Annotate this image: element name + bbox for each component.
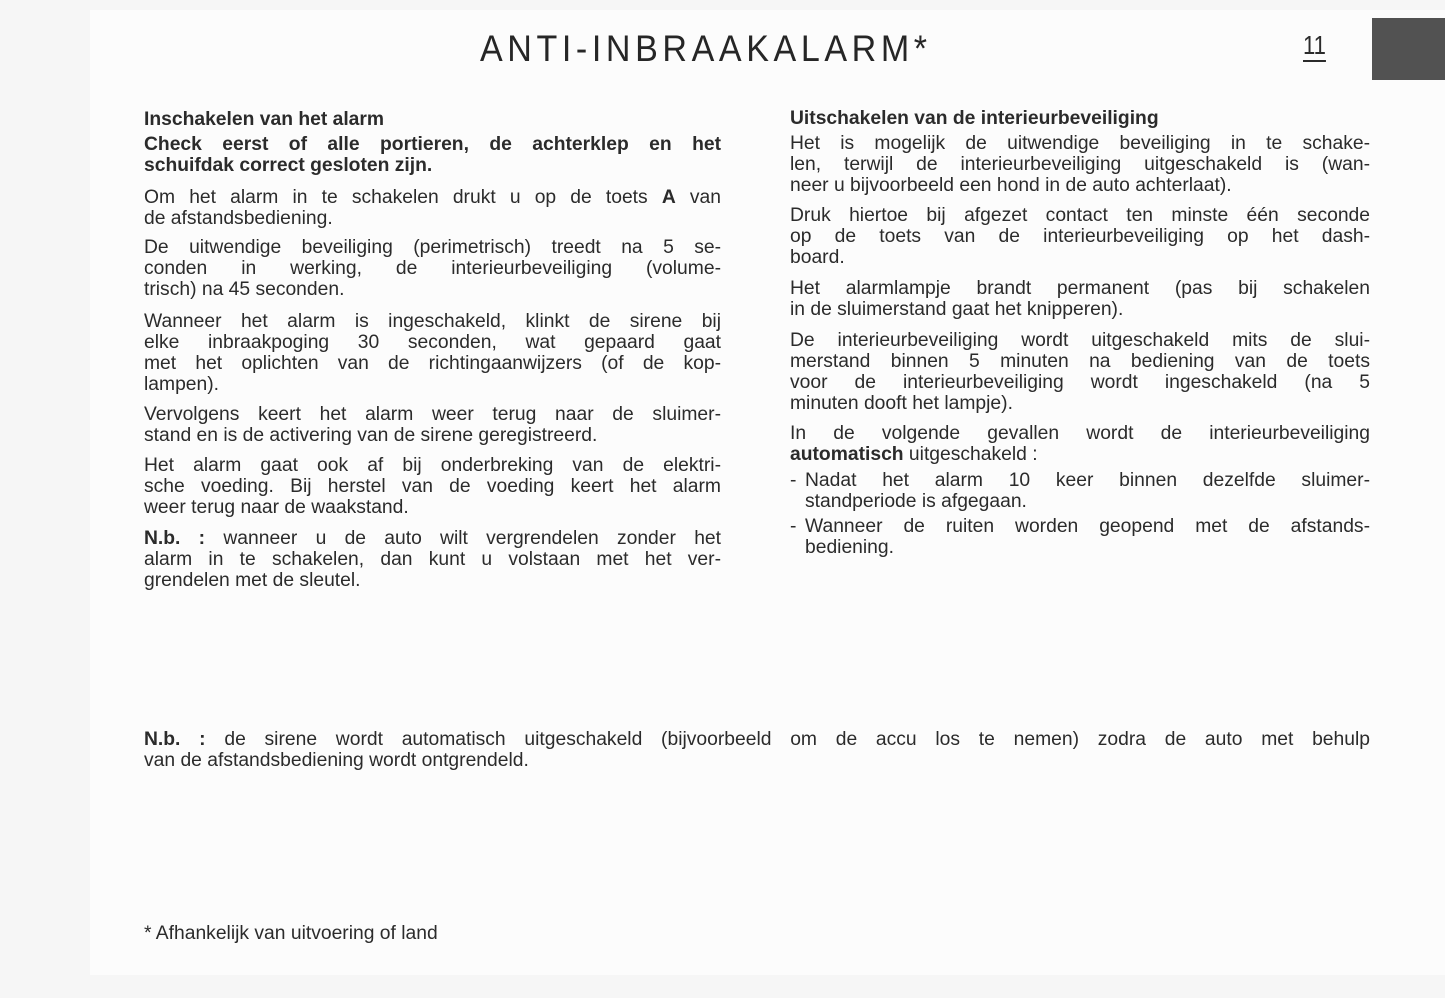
text-line: board. (790, 247, 845, 268)
text-line: grendelen met de sleutel. (144, 570, 361, 591)
bold-text: N.b. : (144, 729, 206, 750)
paragraph (790, 278, 1370, 320)
text-line: Wanneer het alarm is ingeschakeld, klinkt de sirene bij (144, 311, 721, 332)
paragraph (790, 330, 1370, 414)
list-item (790, 516, 1370, 558)
section-heading (790, 108, 1370, 129)
text-line: standperiode is afgegaan. (805, 491, 1027, 512)
text-line: elke inbraakpoging 30 seconden, wat gepaard gaat (144, 332, 721, 353)
paragraph (790, 205, 1370, 268)
text-line (144, 729, 1370, 750)
text-span: de sirene wordt automatisch uitgeschakeld (bijvoorbeeld om de accu los te nemen) zodra de auto met behulp (205, 729, 1370, 750)
text-line: schuifdak correct gesloten zijn. (144, 155, 433, 176)
text-line: van de afstandsbediening wordt ontgrendeld. (144, 750, 529, 771)
bold-text: automatisch (790, 444, 904, 465)
text-line: De uitwendige beveiliging (perimetrisch) treedt na 5 se- (144, 237, 721, 258)
bottom-note (144, 729, 1370, 771)
text-line (144, 528, 721, 549)
list-bullet: - (790, 516, 797, 537)
text-line: weer terug naar de waakstand. (144, 497, 409, 518)
text-line: len, terwijl de interieurbeveiliging uitgeschakeld is (wan- (790, 154, 1370, 175)
section-heading (144, 134, 721, 176)
text-line: voor de interieurbeveiliging wordt ingeschakeld (na 5 (790, 372, 1370, 393)
text-line: in de sluimerstand gaat het knipperen). (790, 299, 1124, 320)
paragraph (144, 237, 721, 300)
text-line (144, 187, 721, 208)
footnote (144, 923, 744, 944)
paragraph (790, 133, 1370, 196)
text-line: Vervolgens keert het alarm weer terug naar de sluimer- (144, 404, 721, 425)
list-item (790, 470, 1370, 512)
section-heading (144, 109, 721, 130)
paragraph (144, 455, 721, 518)
text-line: Het alarm gaat ook af bij onderbreking van de elektri- (144, 455, 721, 476)
text-line: lampen). (144, 374, 220, 395)
text-line: In de volgende gevallen wordt de interieurbeveiliging (790, 423, 1370, 444)
paragraph (144, 311, 721, 395)
page-number: 11 (1303, 30, 1326, 60)
text-span: uitgeschakeld : (903, 444, 1038, 465)
paragraph (144, 187, 721, 229)
text-span: wanneer u de auto wilt vergrendelen zonder het (205, 528, 721, 549)
text-line: stand en is de activering van de sirene geregistreerd. (144, 425, 598, 446)
text-line: Inschakelen van het alarm (144, 109, 385, 130)
page-title: ANTI-INBRAAKALARM* (480, 28, 932, 69)
text-line: De interieurbeveiliging wordt uitgeschakeld mits de slui- (790, 330, 1370, 351)
paragraph (144, 404, 721, 446)
text-line: sche voeding. Bij herstel van de voeding keert het alarm (144, 476, 721, 497)
text-line: Nadat het alarm 10 keer binnen dezelfde sluimer- (805, 470, 1370, 491)
text-line: de afstandsbediening. (144, 208, 333, 229)
text-line: met het oplichten van de richtingaanwijzers (of de kop- (144, 353, 721, 374)
text-line: bediening. (805, 537, 894, 558)
text-line: neer u bijvoorbeeld een hond in de auto achterlaat). (790, 175, 1232, 196)
text-line: Wanneer de ruiten worden geopend met de afstands- (805, 516, 1370, 537)
list-bullet: - (790, 470, 797, 491)
section-tab-marker (1372, 18, 1445, 80)
bold-text: N.b. : (144, 528, 206, 549)
text-line: * Afhankelijk van uitvoering of land (144, 923, 438, 944)
text-line: Check eerst of alle portieren, de achterklep en het (144, 134, 721, 155)
text-line: trisch) na 45 seconden. (144, 279, 345, 300)
text-line: Het is mogelijk de uitwendige beveiliging in te schake- (790, 133, 1370, 154)
text-line: merstand binnen 5 minuten na bediening van de toets (790, 351, 1370, 372)
text-line: Uitschakelen van de interieurbeveiliging (790, 108, 1159, 129)
bold-text: A (661, 187, 676, 208)
text-line: Het alarmlampje brandt permanent (pas bij schakelen (790, 278, 1370, 299)
text-line (790, 444, 1370, 465)
text-line: minuten dooft het lampje). (790, 393, 1013, 414)
text-span: van (675, 187, 721, 208)
text-span: Om het alarm in te schakelen drukt u op de toets (144, 187, 662, 208)
text-line: conden in werking, de interieurbeveiliging (volume- (144, 258, 721, 279)
text-line: op de toets van de interieurbeveiliging op het dash- (790, 226, 1370, 247)
paragraph (144, 528, 721, 591)
text-line: Druk hiertoe bij afgezet contact ten minste één seconde (790, 205, 1370, 226)
text-line: alarm in te schakelen, dan kunt u volstaan met het ver- (144, 549, 721, 570)
paragraph (790, 423, 1370, 465)
